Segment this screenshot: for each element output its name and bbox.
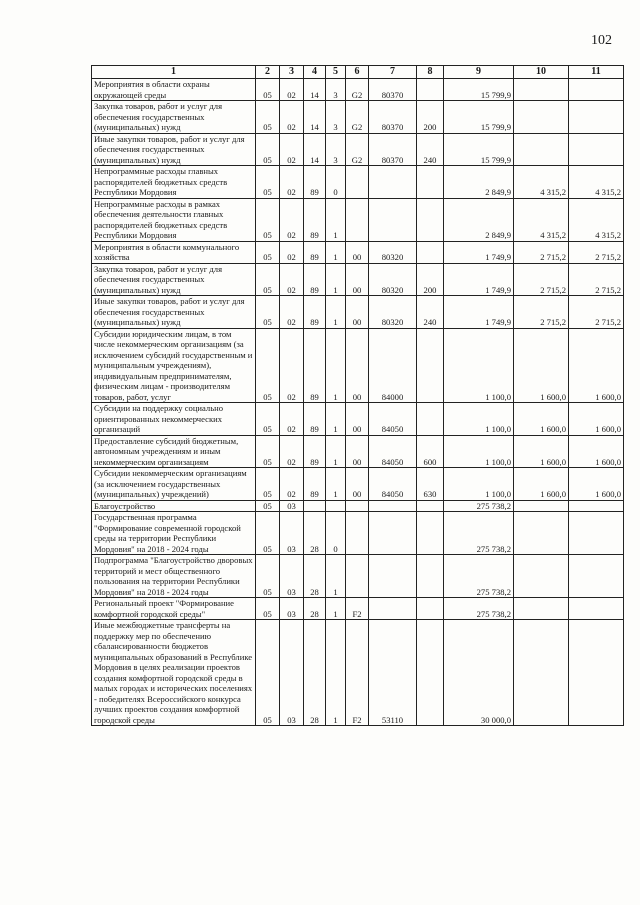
subprogram-code: 1	[326, 263, 346, 296]
row-name: Мероприятия в области коммунального хозяйства	[92, 241, 256, 263]
direction-code	[369, 555, 417, 598]
event-code	[346, 166, 369, 199]
table-row	[92, 166, 624, 199]
row-name: Иные межбюджетные трансферты на поддержку мер по обеспечению сбалансированности бюджетов муниципальных образований в Республике Мордовия в целях реализации проектов создания комфортной городской среды в малых городах и исторических поселениях - победителях Всероссийского конкурса лучших проектов создания комфортной городской среды	[92, 620, 256, 726]
amount-2021: 15 799,9	[444, 101, 514, 134]
subprogram-code: 1	[326, 620, 346, 726]
amount-2021: 2 849,9	[444, 166, 514, 199]
amount-2023: 1 600,0	[569, 468, 624, 501]
column-header: 11	[569, 66, 624, 79]
amount-2022: 1 600,0	[514, 468, 569, 501]
event-code: 00	[346, 328, 369, 403]
row-name: Субсидии некоммерческим организациям (за исключением государственных (муниципальных) учреждений)	[92, 468, 256, 501]
amount-2022: 2 715,2	[514, 241, 569, 263]
amount-2023	[569, 500, 624, 512]
subsection-code: 02	[280, 198, 304, 241]
table-row	[92, 263, 624, 296]
amount-2022	[514, 620, 569, 726]
table-row	[92, 598, 624, 620]
row-name: Непрограммные расходы в рамках обеспечения деятельности главных распорядителей бюджетных средств Республики Мордовия	[92, 198, 256, 241]
subprogram-code: 0	[326, 512, 346, 555]
event-code: G2	[346, 79, 369, 101]
direction-code: 84050	[369, 403, 417, 436]
table-row	[92, 241, 624, 263]
expense-type-code	[417, 79, 444, 101]
section-code: 05	[256, 166, 280, 199]
section-code: 05	[256, 101, 280, 134]
table-row	[92, 296, 624, 329]
program-code: 89	[304, 241, 326, 263]
amount-2021: 275 738,2	[444, 500, 514, 512]
subsection-code: 02	[280, 133, 304, 166]
amount-2023: 2 715,2	[569, 296, 624, 329]
event-code: 00	[346, 241, 369, 263]
row-name: Подпрограмма "Благоустройство дворовых территорий и мест общественного пользования на территории Республики Мордовия" на 2018 - 2024 годы	[92, 555, 256, 598]
amount-2023: 1 600,0	[569, 435, 624, 468]
budget-table	[91, 65, 624, 726]
subsection-code: 02	[280, 296, 304, 329]
expense-type-code	[417, 555, 444, 598]
event-code: 00	[346, 435, 369, 468]
subprogram-code: 3	[326, 79, 346, 101]
section-code: 05	[256, 328, 280, 403]
subsection-code: 03	[280, 500, 304, 512]
amount-2023	[569, 512, 624, 555]
amount-2022: 2 715,2	[514, 263, 569, 296]
table-row	[92, 328, 624, 403]
amount-2021: 1 100,0	[444, 403, 514, 436]
row-name: Благоустройство	[92, 500, 256, 512]
subsection-code: 02	[280, 328, 304, 403]
subprogram-code: 1	[326, 468, 346, 501]
column-header: 5	[326, 66, 346, 79]
direction-code	[369, 198, 417, 241]
table-row	[92, 468, 624, 501]
direction-code: 84050	[369, 468, 417, 501]
subprogram-code: 3	[326, 101, 346, 134]
direction-code: 53110	[369, 620, 417, 726]
program-code: 89	[304, 468, 326, 501]
section-code: 05	[256, 133, 280, 166]
direction-code	[369, 166, 417, 199]
event-code: 00	[346, 468, 369, 501]
expense-type-code	[417, 512, 444, 555]
program-code: 89	[304, 198, 326, 241]
subprogram-code	[326, 500, 346, 512]
subsection-code: 02	[280, 468, 304, 501]
table-row	[92, 620, 624, 726]
row-name: Иные закупки товаров, работ и услуг для обеспечения государственных (муниципальных) нужд	[92, 296, 256, 329]
amount-2021: 1 100,0	[444, 435, 514, 468]
amount-2021: 1 100,0	[444, 468, 514, 501]
subprogram-code: 1	[326, 435, 346, 468]
subprogram-code: 0	[326, 166, 346, 199]
amount-2022: 4 315,2	[514, 198, 569, 241]
event-code: G2	[346, 101, 369, 134]
expense-type-code	[417, 500, 444, 512]
section-code: 05	[256, 241, 280, 263]
amount-2023: 2 715,2	[569, 241, 624, 263]
program-code: 89	[304, 296, 326, 329]
direction-code: 80370	[369, 133, 417, 166]
row-name: Закупка товаров, работ и услуг для обеспечения государственных (муниципальных) нужд	[92, 263, 256, 296]
amount-2021: 1 749,9	[444, 296, 514, 329]
section-code: 05	[256, 263, 280, 296]
amount-2021: 15 799,9	[444, 133, 514, 166]
amount-2022	[514, 512, 569, 555]
amount-2022	[514, 500, 569, 512]
direction-code: 80320	[369, 263, 417, 296]
direction-code: 80320	[369, 241, 417, 263]
table-row	[92, 512, 624, 555]
expense-type-code: 240	[417, 133, 444, 166]
amount-2023: 1 600,0	[569, 403, 624, 436]
expense-type-code	[417, 166, 444, 199]
amount-2023	[569, 555, 624, 598]
column-header: 7	[369, 66, 417, 79]
expense-type-code: 630	[417, 468, 444, 501]
table-row	[92, 198, 624, 241]
table-row	[92, 101, 624, 134]
amount-2022: 4 315,2	[514, 166, 569, 199]
table-row	[92, 500, 624, 512]
column-header: 2	[256, 66, 280, 79]
amount-2022	[514, 598, 569, 620]
amount-2021: 30 000,0	[444, 620, 514, 726]
page-number: 102	[591, 33, 612, 48]
table-row	[92, 133, 624, 166]
amount-2021: 275 738,2	[444, 598, 514, 620]
subsection-code: 02	[280, 166, 304, 199]
direction-code: 80320	[369, 296, 417, 329]
subprogram-code: 1	[326, 328, 346, 403]
program-code: 89	[304, 328, 326, 403]
amount-2022: 1 600,0	[514, 328, 569, 403]
amount-2023: 1 600,0	[569, 328, 624, 403]
column-header: 1	[92, 66, 256, 79]
direction-code	[369, 500, 417, 512]
row-name: Предоставление субсидий бюджетным, автономным учреждениям и иным некоммерческим организациям	[92, 435, 256, 468]
amount-2021: 1 100,0	[444, 328, 514, 403]
direction-code	[369, 512, 417, 555]
amount-2023	[569, 133, 624, 166]
column-header: 9	[444, 66, 514, 79]
row-name: Субсидии на поддержку социально ориентированных некоммерческих организаций	[92, 403, 256, 436]
program-code: 14	[304, 79, 326, 101]
section-code: 05	[256, 468, 280, 501]
subprogram-code: 3	[326, 133, 346, 166]
program-code: 14	[304, 133, 326, 166]
subsection-code: 03	[280, 598, 304, 620]
subsection-code: 02	[280, 241, 304, 263]
program-code: 28	[304, 555, 326, 598]
row-name: Закупка товаров, работ и услуг для обеспечения государственных (муниципальных) нужд	[92, 101, 256, 134]
event-code	[346, 198, 369, 241]
direction-code: 80370	[369, 79, 417, 101]
table-header-row	[92, 66, 624, 79]
amount-2021: 275 738,2	[444, 555, 514, 598]
subsection-code: 02	[280, 403, 304, 436]
amount-2023	[569, 101, 624, 134]
subprogram-code: 1	[326, 403, 346, 436]
amount-2023	[569, 79, 624, 101]
expense-type-code: 200	[417, 101, 444, 134]
expense-type-code: 200	[417, 263, 444, 296]
event-code	[346, 512, 369, 555]
column-header: 6	[346, 66, 369, 79]
event-code: F2	[346, 598, 369, 620]
amount-2023	[569, 598, 624, 620]
subsection-code: 02	[280, 101, 304, 134]
event-code: 00	[346, 296, 369, 329]
row-name: Региональный проект "Формирование комфортной городской среды"	[92, 598, 256, 620]
subprogram-code: 1	[326, 241, 346, 263]
expense-type-code	[417, 328, 444, 403]
subsection-code: 02	[280, 79, 304, 101]
event-code	[346, 555, 369, 598]
section-code: 05	[256, 512, 280, 555]
amount-2022: 1 600,0	[514, 403, 569, 436]
subprogram-code: 1	[326, 555, 346, 598]
subprogram-code: 1	[326, 598, 346, 620]
amount-2022	[514, 101, 569, 134]
row-name: Государственная программа "Формирование современной городской среды на территории Республики Мордовия" на 2018 - 2024 годы	[92, 512, 256, 555]
section-code: 05	[256, 500, 280, 512]
expense-type-code: 240	[417, 296, 444, 329]
section-code: 05	[256, 296, 280, 329]
table-row	[92, 403, 624, 436]
amount-2021: 1 749,9	[444, 241, 514, 263]
amount-2021: 2 849,9	[444, 198, 514, 241]
expense-type-code	[417, 620, 444, 726]
event-code: G2	[346, 133, 369, 166]
expense-type-code	[417, 198, 444, 241]
program-code: 28	[304, 620, 326, 726]
subprogram-code: 1	[326, 296, 346, 329]
subsection-code: 02	[280, 263, 304, 296]
direction-code	[369, 598, 417, 620]
event-code	[346, 500, 369, 512]
amount-2022	[514, 133, 569, 166]
amount-2022	[514, 555, 569, 598]
row-name: Непрограммные расходы главных распорядителей бюджетных средств Республики Мордовия	[92, 166, 256, 199]
amount-2022: 1 600,0	[514, 435, 569, 468]
table-row	[92, 79, 624, 101]
expense-type-code	[417, 241, 444, 263]
subsection-code: 03	[280, 555, 304, 598]
event-code: F2	[346, 620, 369, 726]
expense-type-code: 600	[417, 435, 444, 468]
section-code: 05	[256, 403, 280, 436]
amount-2021: 275 738,2	[444, 512, 514, 555]
program-code: 89	[304, 403, 326, 436]
column-header: 8	[417, 66, 444, 79]
program-code: 89	[304, 435, 326, 468]
row-name: Субсидии юридическим лицам, в том числе некоммерческим организациям (за исключением субсидий государственным и муниципальным учреждениям), индивидуальным предпринимателям, физическим лицам - производителям товаров, работ, услуг	[92, 328, 256, 403]
program-code	[304, 500, 326, 512]
section-code: 05	[256, 79, 280, 101]
amount-2022	[514, 79, 569, 101]
column-header: 4	[304, 66, 326, 79]
table-row	[92, 435, 624, 468]
amount-2023: 4 315,2	[569, 166, 624, 199]
amount-2023: 4 315,2	[569, 198, 624, 241]
program-code: 89	[304, 166, 326, 199]
column-header: 3	[280, 66, 304, 79]
program-code: 14	[304, 101, 326, 134]
direction-code: 84050	[369, 435, 417, 468]
subsection-code: 03	[280, 620, 304, 726]
row-name: Мероприятия в области охраны окружающей среды	[92, 79, 256, 101]
expense-type-code	[417, 598, 444, 620]
direction-code: 84000	[369, 328, 417, 403]
section-code: 05	[256, 598, 280, 620]
amount-2022: 2 715,2	[514, 296, 569, 329]
subsection-code: 02	[280, 435, 304, 468]
event-code: 00	[346, 263, 369, 296]
column-header: 10	[514, 66, 569, 79]
amount-2023	[569, 620, 624, 726]
amount-2021: 15 799,9	[444, 79, 514, 101]
program-code: 28	[304, 512, 326, 555]
subsection-code: 03	[280, 512, 304, 555]
section-code: 05	[256, 555, 280, 598]
expense-type-code	[417, 403, 444, 436]
row-name: Иные закупки товаров, работ и услуг для обеспечения государственных (муниципальных) нужд	[92, 133, 256, 166]
section-code: 05	[256, 620, 280, 726]
table-row	[92, 555, 624, 598]
section-code: 05	[256, 435, 280, 468]
amount-2021: 1 749,9	[444, 263, 514, 296]
program-code: 28	[304, 598, 326, 620]
section-code: 05	[256, 198, 280, 241]
subprogram-code: 1	[326, 198, 346, 241]
event-code: 00	[346, 403, 369, 436]
program-code: 89	[304, 263, 326, 296]
amount-2023: 2 715,2	[569, 263, 624, 296]
direction-code: 80370	[369, 101, 417, 134]
